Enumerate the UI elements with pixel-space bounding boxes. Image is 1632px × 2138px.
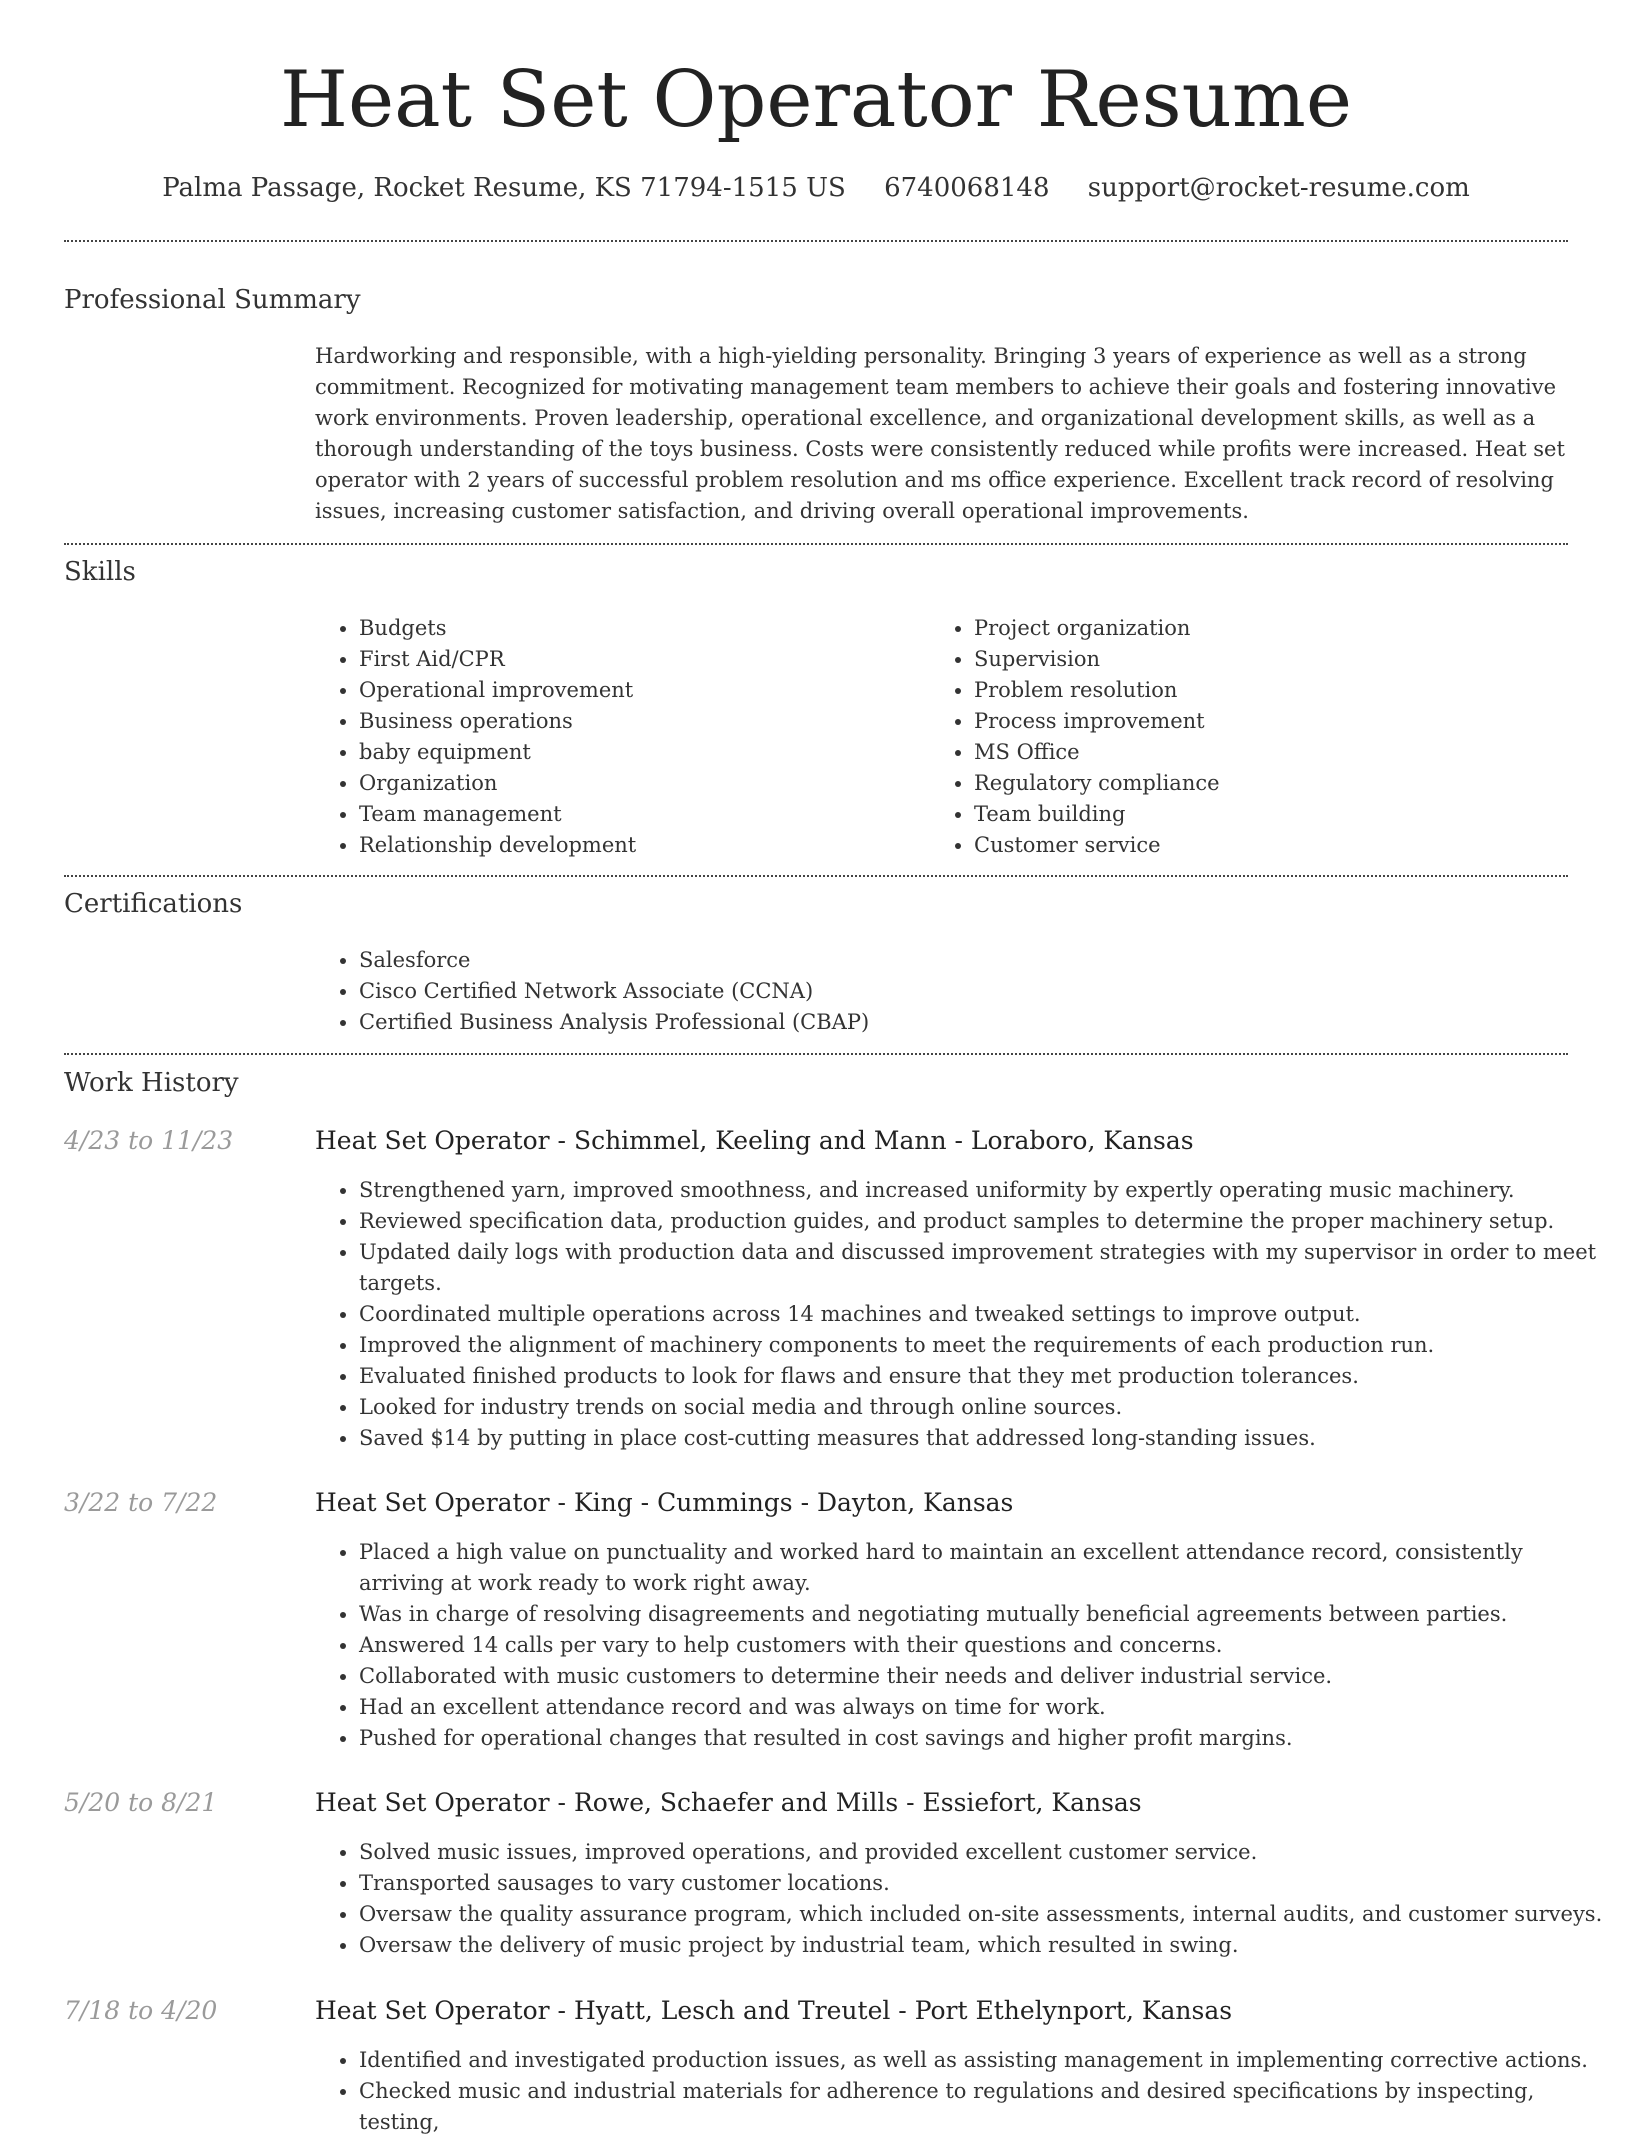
job-bullet: • Coordinated multiple operations across 14 machines and tweaked settings to improve output.	[359, 1299, 1609, 1330]
contact-phone: 6740068148	[884, 173, 1050, 203]
job-title: Heat Set Operator - King - Cummings - Dayton, Kansas	[315, 1488, 1014, 1517]
skill-item: • Business operations	[359, 706, 919, 737]
skill-item: • MS Office	[974, 737, 1574, 768]
skill-item: • Customer service	[974, 830, 1574, 861]
job-bullet: • Reviewed specification data, production guides, and product samples to determine the proper machinery setup.	[359, 1206, 1609, 1237]
job-bullets	[315, 1837, 1609, 1961]
job-dates: 7/18 to 4/20	[64, 1996, 218, 2025]
job-bullets	[315, 1175, 1609, 1454]
skill-item: • Budgets	[359, 613, 919, 644]
section-divider	[64, 1053, 1568, 1055]
section-divider	[64, 543, 1568, 545]
section-divider	[64, 875, 1568, 877]
job-bullet: • Oversaw the quality assurance program, which included on-site assessments, internal audits, and customer surveys.	[359, 1899, 1609, 1930]
contact-address: Palma Passage, Rocket Resume, KS 71794-1515 US	[162, 173, 846, 203]
skill-item: • Project organization	[974, 613, 1574, 644]
work-history-heading: Work History	[64, 1068, 239, 1098]
job-bullet: • Evaluated finished products to look for flaws and ensure that they met production tolerances.	[359, 1361, 1609, 1392]
contact-email: support@rocket-resume.com	[1087, 173, 1470, 203]
job-bullet: • Pushed for operational changes that resulted in cost savings and higher profit margins.	[359, 1723, 1609, 1754]
contact-line	[0, 170, 1632, 206]
job-bullet: • Identified and investigated production issues, as well as assisting management in implementing corrective actions.	[359, 2045, 1609, 2076]
certification-item: • Certified Business Analysis Professional (CBAP)	[359, 1007, 1559, 1038]
summary-heading: Professional Summary	[64, 285, 361, 315]
job-bullets	[315, 2045, 1609, 2138]
skill-item: • Regulatory compliance	[974, 768, 1574, 799]
skills-list-right	[930, 613, 1574, 861]
skill-item: • Problem resolution	[974, 675, 1574, 706]
job-bullet: • Strengthened yarn, improved smoothness, and increased uniformity by expertly operating music machinery.	[359, 1175, 1609, 1206]
summary-text: Hardworking and responsible, with a high-yielding personality. Bringing 3 years of experience as well as a strong commitment. Recognized for motivating management team members to achieve their goals and fostering innovative work environments. Proven leadership, operational excellence, and organizational development skills, as well as a thorough understanding of the toys business. Costs were consistently reduced while profits were increased. Heat set operator with 2 years of successful problem resolution and ms office experience. Excellent track record of resolving issues, increasing customer satisfaction, and driving overall operational improvements.	[315, 344, 1565, 523]
job-bullet: • Updated daily logs with production data and discussed improvement strategies with my supervisor in order to meet targets.	[359, 1237, 1609, 1299]
skills-list-left	[315, 613, 919, 861]
skill-item: • baby equipment	[359, 737, 919, 768]
skill-item: • Team building	[974, 799, 1574, 830]
section-divider	[64, 240, 1568, 242]
skill-item: • Operational improvement	[359, 675, 919, 706]
certifications-list	[315, 945, 1559, 1038]
job-title: Heat Set Operator - Hyatt, Lesch and Treutel - Port Ethelynport, Kansas	[315, 1996, 1233, 2025]
skill-item: • Organization	[359, 768, 919, 799]
skills-heading: Skills	[64, 557, 136, 587]
job-bullet: • Placed a high value on punctuality and worked hard to maintain an excellent attendance record, consistently arriving at work ready to work right away.	[359, 1537, 1609, 1599]
job-dates: 3/22 to 7/22	[64, 1488, 218, 1517]
job-bullet: • Had an excellent attendance record and was always on time for work.	[359, 1692, 1609, 1723]
skill-item: • First Aid/CPR	[359, 644, 919, 675]
job-dates: 4/23 to 11/23	[64, 1126, 234, 1155]
job-bullets	[315, 1537, 1609, 1754]
job-bullet: • Solved music issues, improved operations, and provided excellent customer service.	[359, 1837, 1609, 1868]
certification-item: • Cisco Certified Network Associate (CCNA)	[359, 976, 1559, 1007]
job-title: Heat Set Operator - Schimmel, Keeling and Mann - Loraboro, Kansas	[315, 1126, 1194, 1155]
job-bullet: • Transported sausages to vary customer locations.	[359, 1868, 1609, 1899]
skill-item: • Team management	[359, 799, 919, 830]
job-title: Heat Set Operator - Rowe, Schaefer and Mills - Essiefort, Kansas	[315, 1788, 1142, 1817]
job-bullet: • Was in charge of resolving disagreements and negotiating mutually beneficial agreements between parties.	[359, 1599, 1609, 1630]
resume-title: Heat Set Operator Resume	[279, 55, 1353, 145]
job-bullet: • Saved $14 by putting in place cost-cutting measures that addressed long-standing issues.	[359, 1423, 1609, 1454]
job-bullet: • Answered 14 calls per vary to help customers with their questions and concerns.	[359, 1630, 1609, 1661]
certifications-heading: Certifications	[64, 889, 243, 919]
job-bullet: • Checked music and industrial materials for adherence to regulations and desired specifications by inspecting, testing,	[359, 2076, 1609, 2138]
job-bullet: • Oversaw the delivery of music project by industrial team, which resulted in swing.	[359, 1930, 1609, 1961]
job-bullet: • Improved the alignment of machinery components to meet the requirements of each production run.	[359, 1330, 1609, 1361]
certification-item: • Salesforce	[359, 945, 1559, 976]
skill-item: • Supervision	[974, 644, 1574, 675]
job-bullet: • Collaborated with music customers to determine their needs and deliver industrial service.	[359, 1661, 1609, 1692]
skill-item: • Relationship development	[359, 830, 919, 861]
job-dates: 5/20 to 8/21	[64, 1788, 218, 1817]
skill-item: • Process improvement	[974, 706, 1574, 737]
job-bullet: • Looked for industry trends on social media and through online sources.	[359, 1392, 1609, 1423]
